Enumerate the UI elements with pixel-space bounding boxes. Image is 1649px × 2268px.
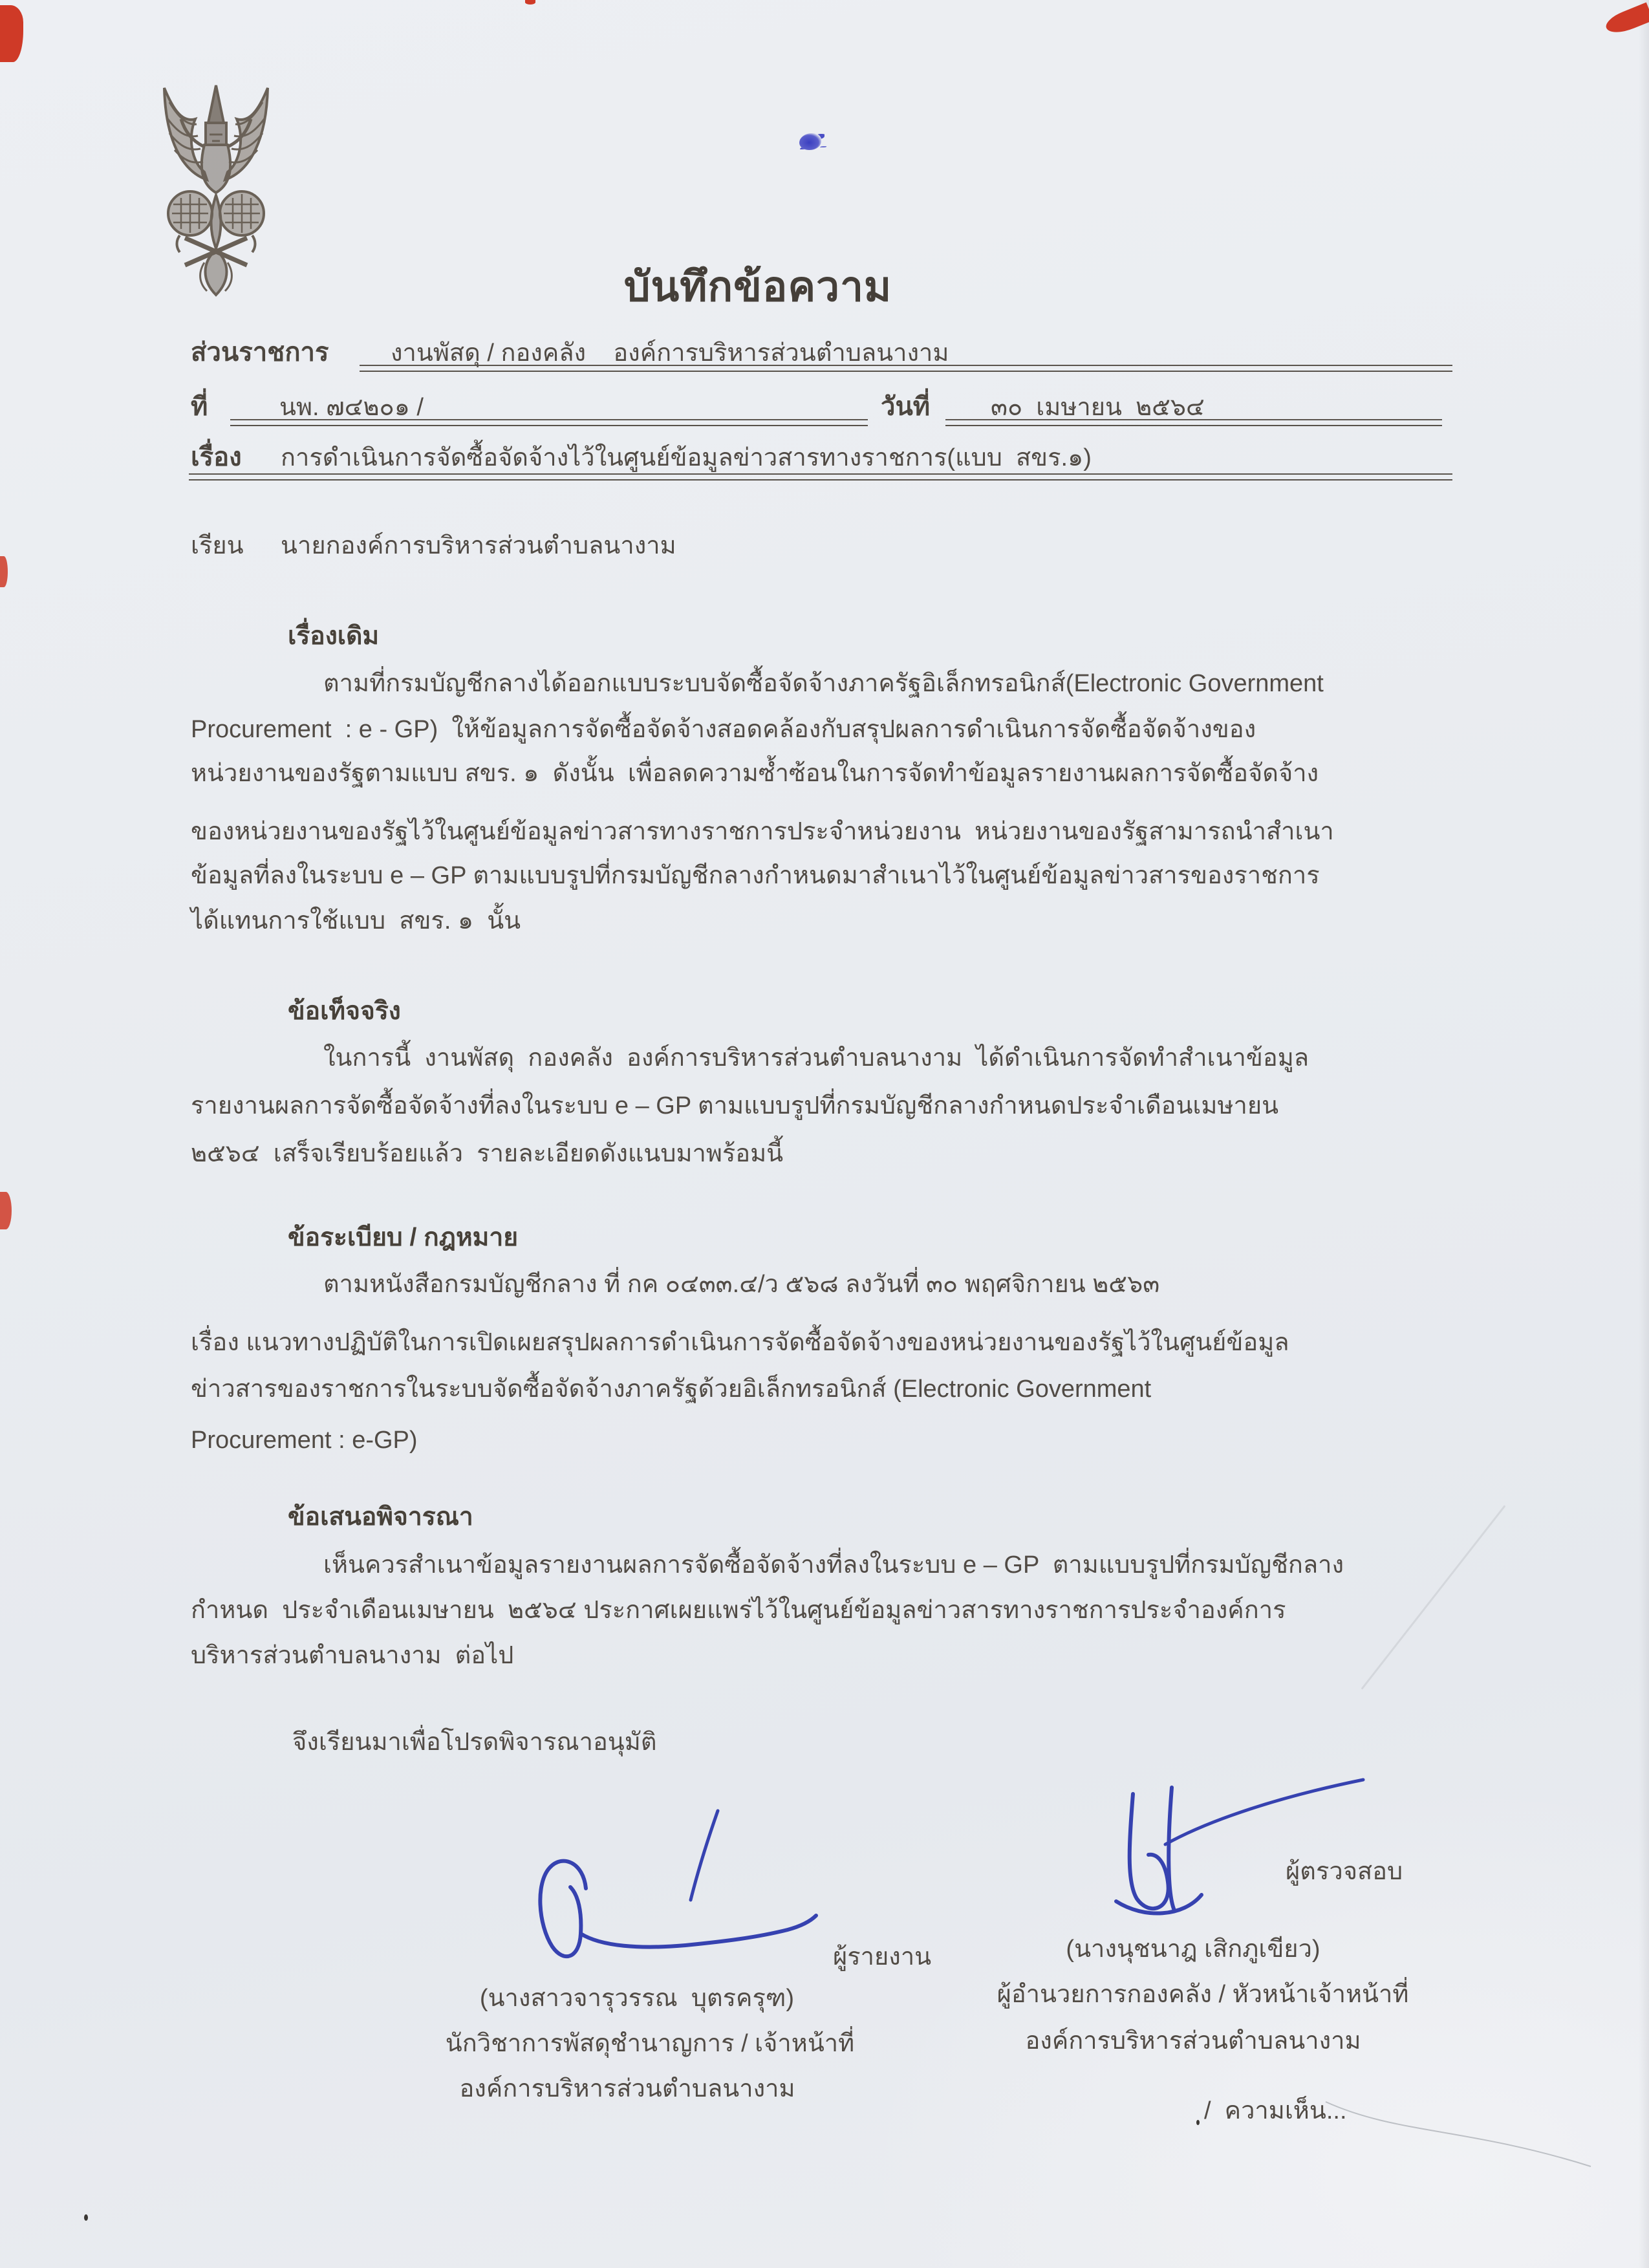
agency-value: งานพัสดุ / กองคลัง องค์การบริหารส่วนตำบลนางาม [391, 340, 949, 367]
date-underline [945, 419, 1442, 426]
body-line: Procurement : e - GP) ให้ข้อมูลการจัดซื้อจัดจ้างสอดคล้องกับสรุปผลการดำเนินการจัดซื้อจัดจ้างของ [191, 716, 1256, 743]
body-line: ข้อมูลที่ลงในระบบ e – GP ตามแบบรูปที่กรมบัญชีกลางกำหนดมาสำเนาไว้ในศูนย์ข้อมูลข่าวสารของราชการ [191, 862, 1320, 889]
reporter-organization: องค์การบริหารส่วนตำบลนางาม [459, 2075, 795, 2102]
body-line: ตามที่กรมบัญชีกลางได้ออกแบบระบบจัดซื้อจัดจ้างภาครัฐอิเล็กทรอนิกส์(Electronic Government [323, 670, 1324, 697]
section-heading-regulations: ข้อระเบียบ / กฎหมาย [288, 1224, 519, 1251]
body-line: เรื่อง แนวทางปฏิบัติในการเปิดเผยสรุปผลการดำเนินการจัดซื้อจัดจ้างของหน่วยงานของรัฐไว้ในศูนย์ข้อมูล [191, 1329, 1289, 1356]
reporter-name: (นางสาวจารุวรรณ บุตรครุฑ) [479, 1985, 795, 2012]
verifier-name: (นางนุชนาฎ เสิกภูเขียว) [1066, 1936, 1320, 1963]
body-line: เห็นควรสำเนาข้อมูลรายงานผลการจัดซื้อจัดจ้างที่ลงในระบบ e – GP ตามแบบรูปที่กรมบัญชีกลาง [323, 1551, 1344, 1579]
paper-crease [1361, 1505, 1505, 1690]
red-scan-mark-top-left [0, 5, 23, 62]
reporter-signature-icon [524, 1791, 886, 1985]
doc-number-label: ที่ [191, 393, 208, 421]
red-scan-mark-left-1 [0, 556, 8, 587]
subject-label: เรื่อง [191, 443, 242, 471]
memo-title: บันทึกข้อความ [623, 263, 892, 310]
body-line: Procurement : e-GP) [191, 1427, 418, 1454]
blue-ink-blot [799, 133, 821, 150]
verifier-position: ผู้อำนวยการกองคลัง / หัวหน้าเจ้าหน้าที่ [997, 1981, 1409, 2008]
body-line: ของหน่วยงานของรัฐไว้ในศูนย์ข้อมูลข่าวสารทางราชการประจำหน่วยงาน หน่วยงานของรัฐสามารถนำสำเนา [191, 818, 1334, 845]
scan-edge-shadow [1639, 0, 1649, 2268]
salutation-value: นายกองค์การบริหารส่วนตำบลนางาม [281, 532, 676, 559]
body-line: กำหนด ประจำเดือนเมษายน ๒๕๖๔ ประกาศเผยแพร่ไว้ในศูนย์ข้อมูลข่าวสารทางราชการประจำองค์การ [191, 1597, 1286, 1624]
body-line: บริหารส่วนตำบลนางาม ต่อไป [191, 1642, 514, 1669]
doc-number-value: นพ. ๗๔๒๐๑ / [279, 394, 424, 421]
date-label: วันที่ [881, 393, 931, 421]
body-line: ได้แทนการใช้แบบ สขร. ๑ นั้น [191, 907, 521, 934]
reporter-role-label: ผู้รายงาน [833, 1943, 932, 1971]
paper-hairline-crease [1319, 2089, 1597, 2179]
body-line: รายงานผลการจัดซื้อจัดจ้างที่ลงในระบบ e – GP ตามแบบรูปที่กรมบัญชีกลางกำหนดประจำเดือนเมษายน [191, 1092, 1279, 1119]
salutation-label: เรียน [191, 532, 244, 559]
garuda-emblem-icon [140, 69, 292, 304]
footer-continuation-note: / ความเห็น... [1204, 2097, 1347, 2124]
section-heading-background: เรื่องเดิม [288, 622, 380, 650]
date-value: ๓๐ เมษายน ๒๕๖๔ [991, 394, 1205, 421]
red-scan-mark-top-edge [525, 0, 535, 5]
body-line: ในการนี้ งานพัสดุ กองคลัง องค์การบริหารส่วนตำบลนางาม ได้ดำเนินการจัดทำสำเนาข้อมูล [323, 1044, 1310, 1072]
dust-speck [1196, 2120, 1200, 2125]
header-bottom-rule [189, 473, 1452, 481]
red-scan-mark-left-2 [0, 1192, 12, 1229]
reporter-position: นักวิชาการพัสดุชำนาญการ / เจ้าหน้าที่ [445, 2030, 855, 2057]
body-line: หน่วยงานของรัฐตามแบบ สขร. ๑ ดังนั้น เพื่อลดความซ้ำซ้อนในการจัดทำข้อมูลรายงานผลการจัดซื้อจัดจ้าง [191, 760, 1319, 787]
section-heading-facts: ข้อเท็จจริง [288, 997, 401, 1025]
subject-value: การดำเนินการจัดซื้อจัดจ้างไว้ในศูนย์ข้อมูลข่าวสารทางราชการ(แบบ สขร.๑) [281, 444, 1092, 471]
body-line: ตามหนังสือกรมบัญชีกลาง ที่ กค ๐๔๓๓.๔/ว ๕๖๘ ลงวันที่ ๓๐ พฤศจิกายน ๒๕๖๓ [323, 1271, 1160, 1298]
verifier-organization: องค์การบริหารส่วนตำบลนางาม [1025, 2027, 1361, 2055]
body-line: ๒๕๖๔ เสร็จเรียบร้อยแล้ว รายละเอียดดังแนบมาพร้อมนี้ [191, 1140, 784, 1167]
dust-speck [84, 2214, 88, 2221]
agency-label: ส่วนราชการ [191, 338, 329, 367]
doc-number-underline [230, 419, 868, 426]
verifier-role-label: ผู้ตรวจสอบ [1286, 1858, 1403, 1885]
section-heading-proposal: ข้อเสนอพิจารณา [288, 1503, 473, 1531]
body-line: ข่าวสารของราชการในระบบจัดซื้อจัดจ้างภาครัฐด้วยอิเล็กทรอนิกส์ (Electronic Government [191, 1376, 1152, 1403]
closing-line: จึงเรียนมาเพื่อโปรดพิจารณาอนุมัติ [292, 1729, 657, 1756]
agency-underline [360, 365, 1452, 372]
